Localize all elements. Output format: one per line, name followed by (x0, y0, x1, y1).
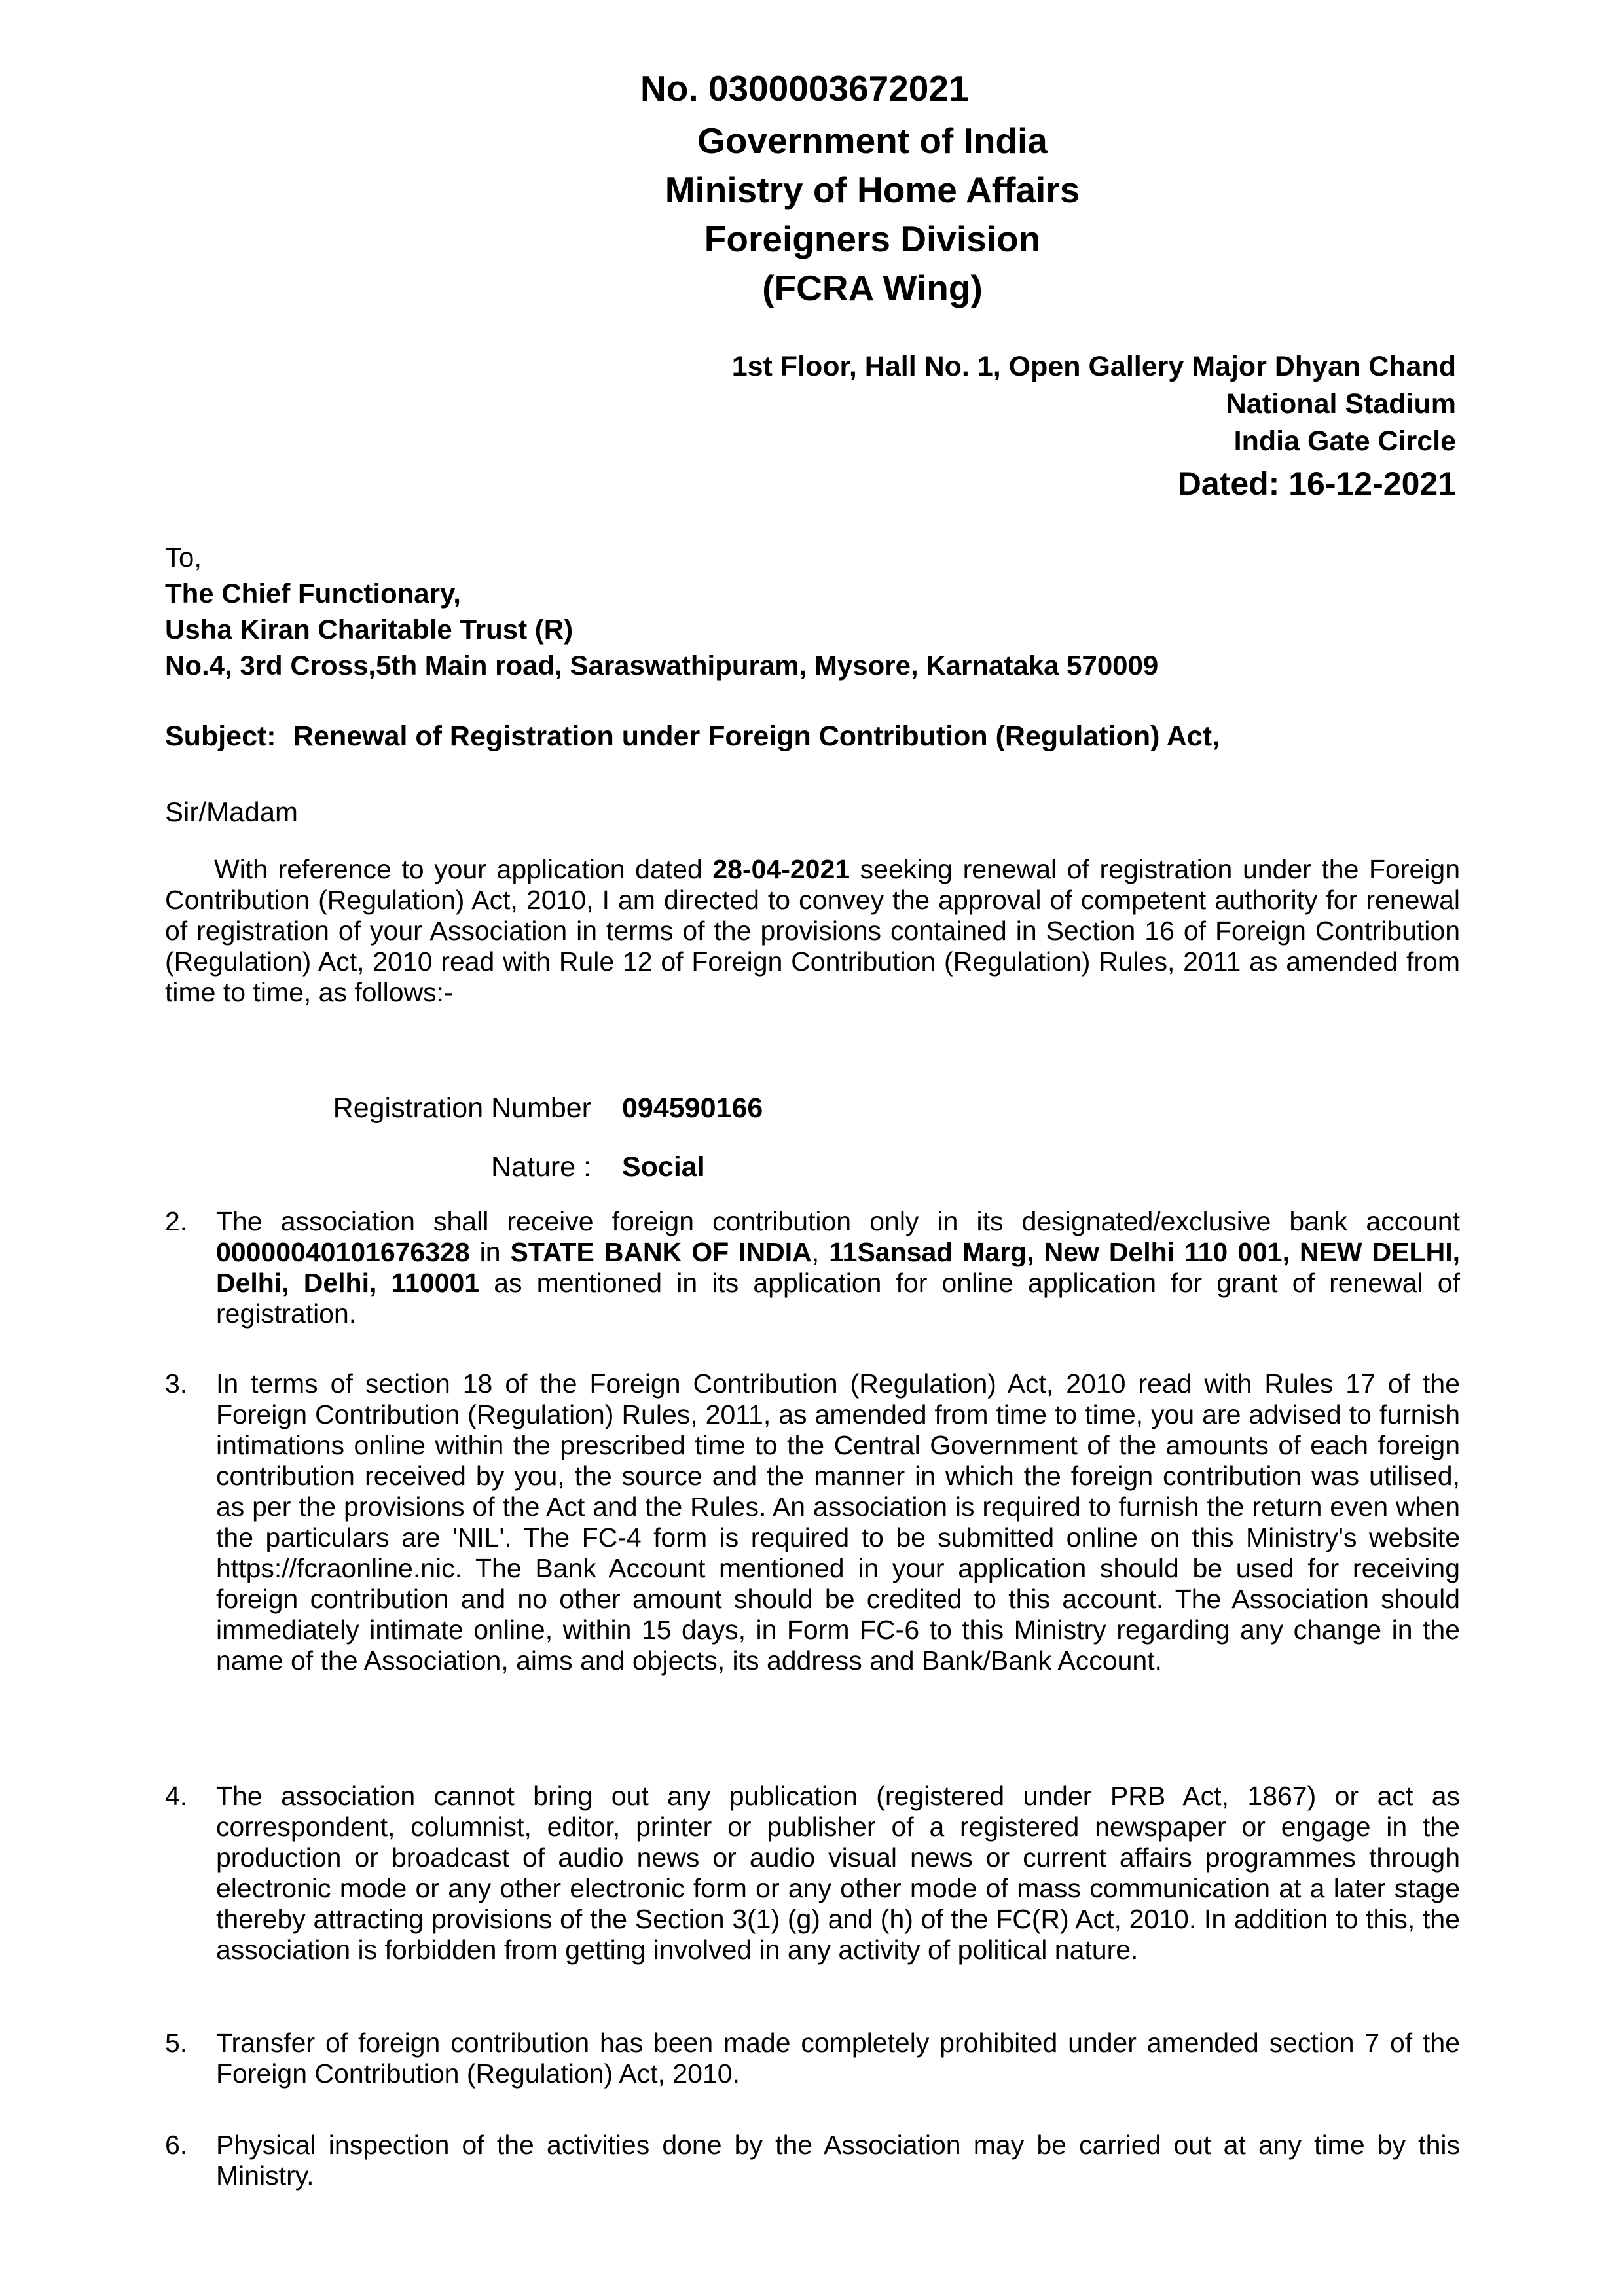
item-text-bold-segment: 00000040101676328 (216, 1237, 470, 1267)
registration-details (165, 1093, 763, 1183)
recipient-block (165, 539, 1158, 683)
subject-text: Renewal of Registration under Foreign Contribution (Regulation) Act, (293, 721, 1220, 752)
item-text-bold-segment: STATE BANK OF INDIA (510, 1237, 812, 1267)
registration-number-row (165, 1093, 763, 1124)
nature-row (165, 1152, 763, 1183)
subject-label: Subject: (165, 721, 276, 752)
list-item (165, 2130, 1460, 2191)
org-line-division: Foreigners Division (704, 219, 1041, 259)
item-number: 3. (165, 1369, 188, 1399)
item-text-segment: as mentioned in its application for online application for grant of renewal of registration. (216, 1268, 1460, 1329)
org-line-ministry: Ministry of Home Affairs (665, 170, 1080, 210)
nature-label: Nature : (491, 1151, 591, 1183)
item-number: 5. (165, 2028, 188, 2058)
list-item (165, 2028, 1460, 2089)
item-text-segment: Physical inspection of the activities done by the Association may be carried out at any time by this Ministry. (216, 2130, 1460, 2191)
office-address (732, 348, 1456, 503)
application-date: 28-04-2021 (712, 854, 850, 884)
item-text (216, 1206, 1460, 1329)
intro-text-pre: With reference to your application dated (214, 854, 713, 884)
conditions-list (165, 1206, 1460, 2191)
item-text-segment: The association cannot bring out any publication (registered under PRB Act, 1867) or act as correspondent, columnist, editor, printer or publisher of a registered newspaper or engage in the production or broadcast of audio news or audio visual news or current affairs programmes through electronic mode or any other electronic form or any other mode of mass communication at a later stage thereby attracting provisions of the Section 3(1) (g) and (h) of the FC(R) Act, 2010. In addition to this, the association is forbidden from getting involved in any activity of political nature. (216, 1781, 1460, 1965)
recipient-name: Usha Kiran Charitable Trust (R) (165, 614, 574, 645)
org-header (0, 117, 1623, 313)
recipient-address: No.4, 3rd Cross,5th Main road, Saraswathipuram, Mysore, Karnataka 570009 (165, 650, 1159, 681)
item-text-segment: In terms of section 18 of the Foreign Contribution (Regulation) Act, 2010 read with Rules 17 of the Foreign Contribution (Regulation) Rules, 2011, as amended from time to time, you are advised to furnish intimations online within the prescribed time to the Central Government of the amounts of each foreign contribution received by you, the source and the manner in which the foreign contribution was utilised, as per the provisions of the Act and the Rules. An association is required to furnish the return even when the particulars are 'NIL'. The FC-4 form is required to be submitted online on this Ministry's website https://fcraonline.nic. The Bank Account mentioned in your application should be used for receiving foreign contribution and no other amount should be credited to this account. The Association should immediately intimate online, within 15 days, in Form FC-6 to this Ministry regarding any change in the name of the Association, aims and objects, its address and Bank/Bank Account. (216, 1369, 1460, 1676)
item-text-segment: in (469, 1237, 511, 1267)
office-address-line: 1st Floor, Hall No. 1, Open Gallery Major Dhyan Chand (731, 351, 1456, 382)
list-item (165, 1369, 1460, 1676)
nature-value: Social (622, 1151, 705, 1183)
to-salutation: To, (165, 542, 202, 573)
registration-number-value: 094590166 (622, 1092, 763, 1124)
item-number: 6. (165, 2130, 188, 2160)
office-address-line: India Gate Circle (1233, 425, 1456, 457)
greeting: Sir/Madam (165, 797, 299, 827)
reference-number: No. 0300003672021 (640, 68, 969, 109)
item-number: 4. (165, 1781, 188, 1811)
org-line-government: Government of India (697, 120, 1048, 161)
list-item (165, 1206, 1460, 1329)
registration-number-label: Registration Number (333, 1092, 591, 1124)
item-text-segment: , (811, 1237, 830, 1267)
item-text-segment: The association shall receive foreign contribution only in its designated/exclusive bank account (216, 1206, 1460, 1236)
intro-text-post: seeking renewal of registration under the Foreign Contribution (Regulation) Act, 2010, I am directed to convey the approval of competent authority for renewal of registration of your Association in terms of the provisions contained in Section 16 of Foreign Contribution (Regulation) Act, 2010 read with Rule 12 of Foreign Contribution (Regulation) Rules, 2011 as amended from time to time, as follows:- (165, 854, 1460, 1007)
item-text (216, 2130, 1460, 2191)
item-text (216, 1369, 1460, 1676)
item-text (216, 1781, 1460, 1965)
recipient-title: The Chief Functionary, (165, 578, 461, 609)
item-number: 2. (165, 1206, 188, 1236)
letter-date: Dated: 16-12-2021 (1177, 465, 1456, 502)
subject-line (165, 720, 1220, 753)
org-line-wing: (FCRA Wing) (762, 268, 983, 308)
list-item (165, 1781, 1460, 1965)
item-text-bold-segment: 11Sansad Marg, New Delhi 110 001, NEW DELHI, Delhi, Delhi, 110001 (216, 1237, 1460, 1298)
item-text (216, 2028, 1460, 2089)
office-address-line: National Stadium (1226, 388, 1456, 420)
item-text-segment: Transfer of foreign contribution has been made completely prohibited under amended section 7 of the Foreign Contribution (Regulation) Act, 2010. (216, 2028, 1460, 2089)
intro-paragraph (165, 854, 1460, 1008)
